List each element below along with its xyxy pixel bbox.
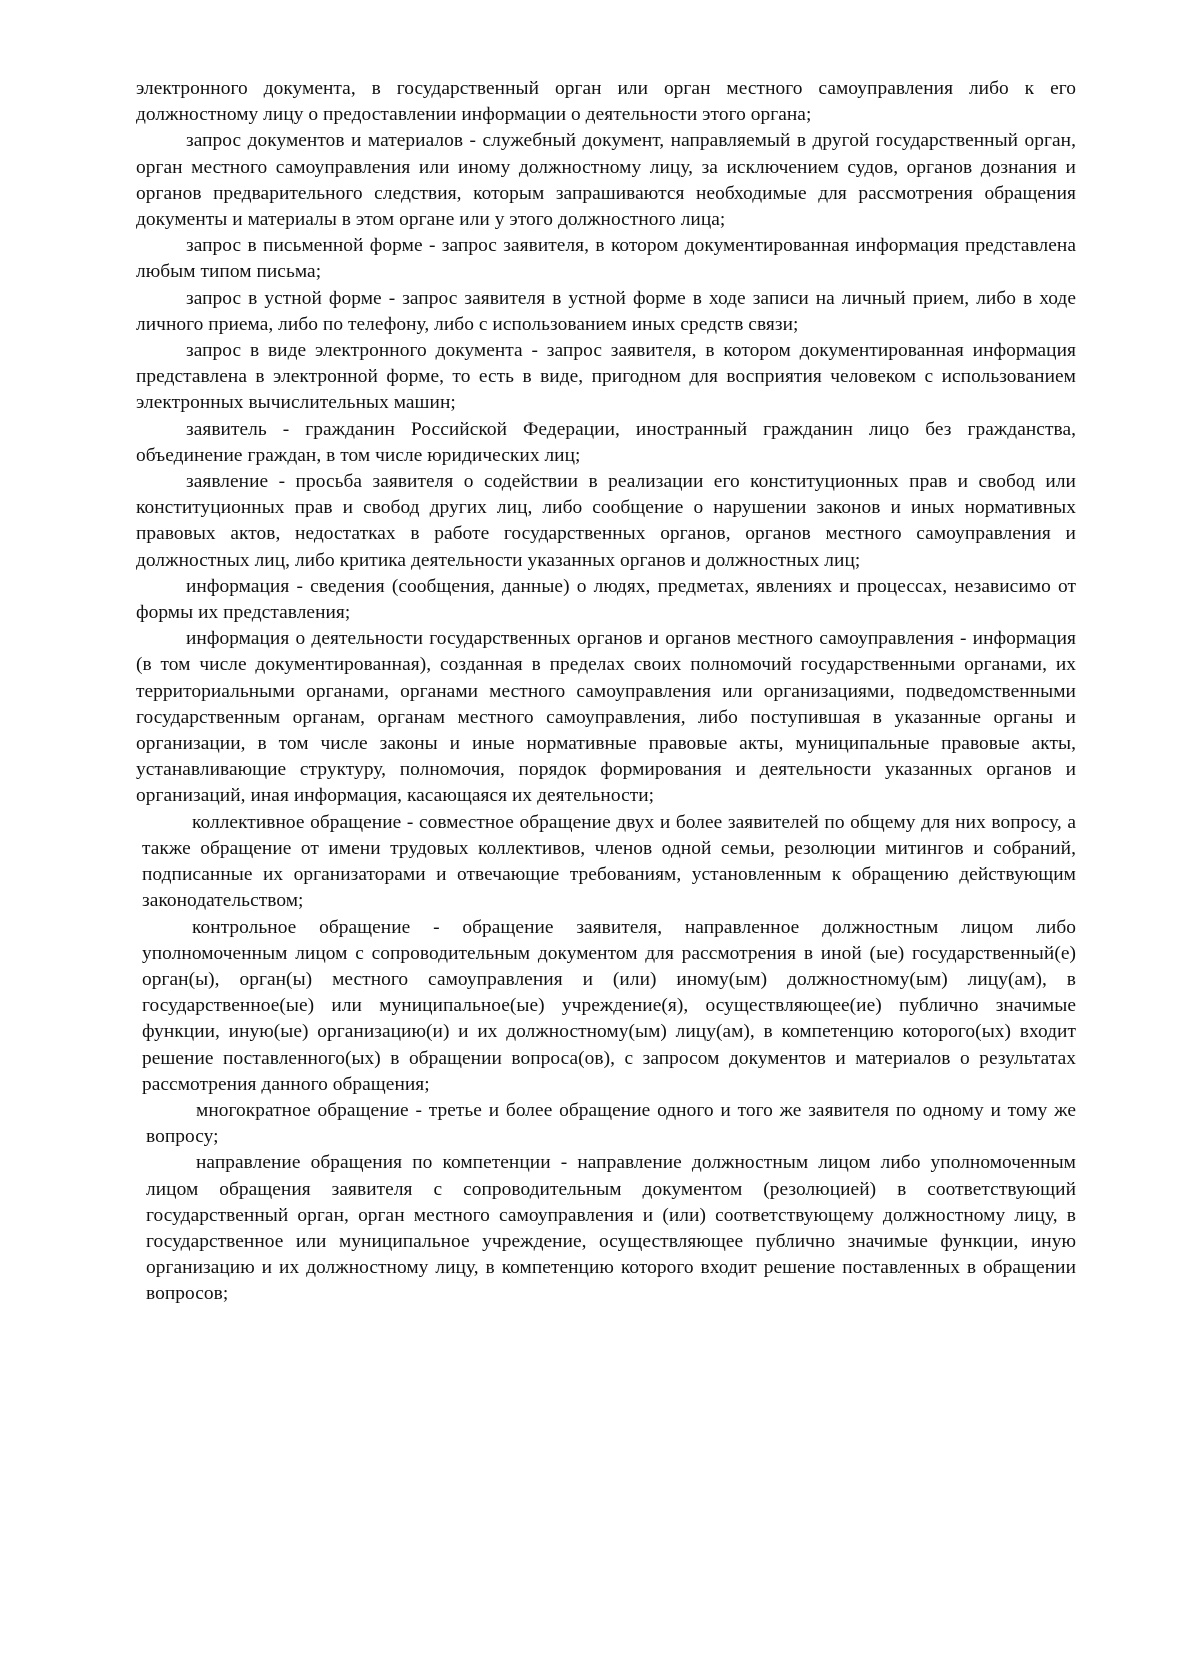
paragraph-control-appeal: контрольное обращение - обращение заявителя, направленное должностным лицом либо уполномоченным лицом с сопроводительным документом для рассмотрения в иной (ые) государственный(е) орган(ы), орган(ы) местного самоуправления и (или) иному(ым) должностному(ым) лицу(ам), в государственное(ые) или муниципальное(ые) учреждение(я), осуществляющее(ие) публично значимые функции, иную(ые) организацию(и) и их должностному(ым) лицу(ам), в компетенцию которого(ых) входит решение поставленного(ых) в обращении вопроса(ов), с запросом документов и материалов о результатах рассмотрения данного обращения; [142,916,1076,1095]
paragraph-written-request: запрос в письменной форме - запрос заявителя, в котором документированная информация представлена любым типом письма; [136,235,1076,283]
paragraph-applicant: заявитель - гражданин Российской Федерации, иностранный гражданин лицо без гражданства, объединение граждан, в том числе юридических лиц; [136,418,1076,466]
paragraph-repeated-appeal: многократное обращение - третье и более обращение одного и того же заявителя по одному и тому же вопросу; [146,1099,1076,1148]
paragraph-electronic-document-continuation: электронного документа, в государственный орган или орган местного самоуправления либо к его должностному лицу о предоставлении информации о деятельности этого органа; [136,78,1076,126]
paragraph-document-request: запрос документов и материалов - служебный документ, направляемый в другой государственный орган, орган местного самоуправления или иному должностному лицу, за исключением судов, органов дознания и органов предварительного следствия, которым запрашиваются необходимые для рассмотрения обращения документы и материалы в этом органе или у этого должностного лица; [136,130,1076,231]
paragraph-competence-referral: направление обращения по компетенции - направление должностным лицом либо уполномоченным лицом обращения заявителя с сопроводительным документом (резолюцией) в соответствующий государственный орган, орган местного самоуправления и (или) соответствующему должностному лицу, в государственное или муниципальное учреждение, осуществляющее публично значимые функции, иную организацию и их должностному лицу, в компетенцию которого входит решение поставленных в обращении вопросов; [146,1152,1076,1305]
paragraph-collective-appeal: коллективное обращение - совместное обращение двух и более заявителей по общему для них вопросу, а также обращение от имени трудовых коллективов, членов одной семьи, резолюции митингов и собраний, подписанные их организаторами и отвечающие требованиям, установленным к обращению действующим законодательством; [142,811,1076,912]
paragraph-application: заявление - просьба заявителя о содействии в реализации его конституционных прав и свобод или конституционных прав и свобод других лиц, либо сообщение о нарушении законов и иных нормативных правовых актов, недостатках в работе государственных органов, органов местного самоуправления и должностных лиц, либо критика деятельности указанных органов и должностных лиц; [136,471,1076,571]
document-text [136,76,1076,1308]
paragraph-information-on-activities: информация о деятельности государственных органов и органов местного самоуправления - информация (в том числе документированная), созданная в пределах своих полномочий государственными органами, их территориальными органами, органами местного самоуправления или организациями, подведомственными государственным органам, органам местного самоуправления, либо поступившая в указанные органы и организации, в том числе законы и иные нормативные правовые акты, муниципальные правовые акты, устанавливающие структуру, полномочия, порядок формирования и деятельности указанных органов и организаций, иная информация, касающаяся их деятельности; [136,628,1076,807]
paragraph-electronic-request: запрос в виде электронного документа - запрос заявителя, в котором документированная информация представлена в электронной форме, то есть в виде, пригодном для восприятия человеком с использованием электронных вычислительных машин; [136,340,1076,414]
paragraph-oral-request: запрос в устной форме - запрос заявителя в устной форме в ходе записи на личный прием, либо в ходе личного приема, либо по телефону, либо с использованием иных средств связи; [136,287,1076,335]
paragraph-information: информация - сведения (сообщения, данные) о людях, предметах, явлениях и процессах, независимо от формы их представления; [136,575,1076,624]
